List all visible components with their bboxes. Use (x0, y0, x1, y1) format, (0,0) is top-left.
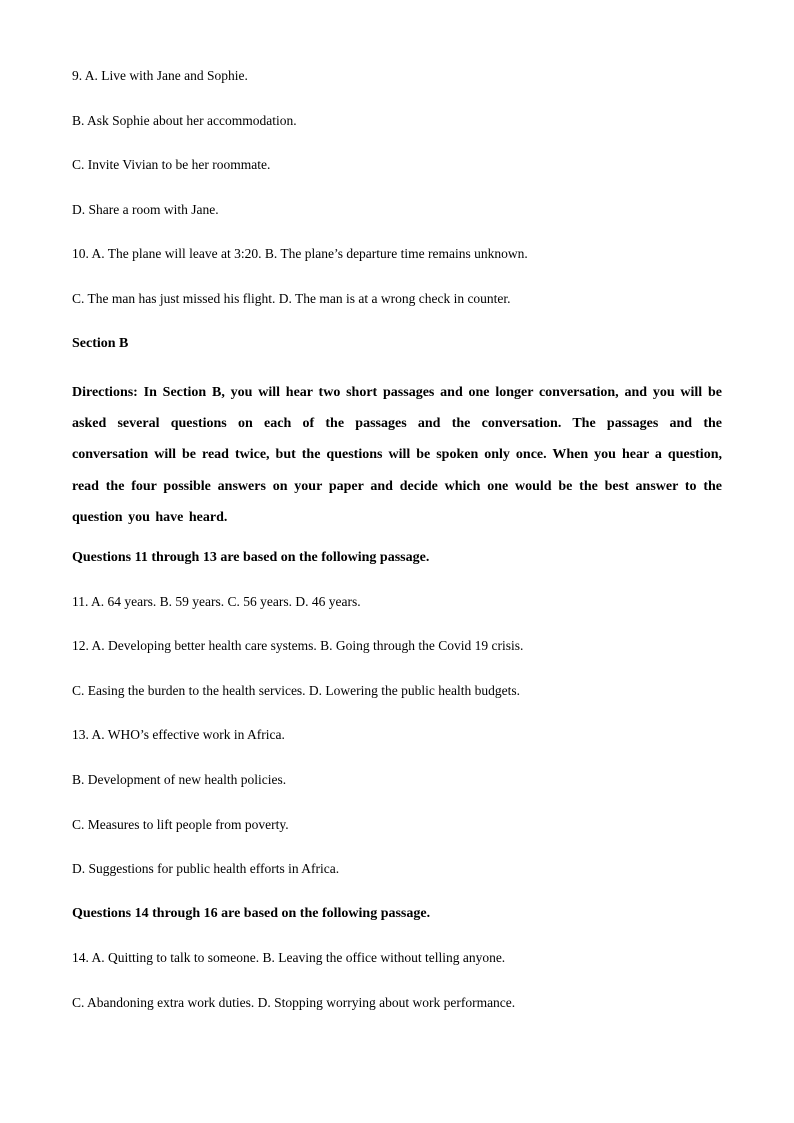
q9-option-b: B. Ask Sophie about her accommodation. (72, 113, 297, 128)
q13-option-c: C. Measures to lift people from poverty. (72, 817, 289, 832)
q14-options-ab: 14. A. Quitting to talk to someone. B. Leaving the office without telling anyone. (72, 950, 506, 965)
q9-option-c: C. Invite Vivian to be her roommate. (72, 157, 271, 172)
q13-option-a: 13. A. WHO’s effective work in Africa. (72, 727, 285, 742)
q12-options-ab: 12. A. Developing better health care systems. B. Going through the Covid 19 crisis. (72, 638, 524, 653)
questions-14-16-header: Questions 14 through 16 are based on the following passage. (72, 906, 431, 921)
questions-11-13-header: Questions 11 through 13 are based on the following passage. (72, 550, 430, 565)
q12-options-cd: C. Easing the burden to the health services. D. Lowering the public health budgets. (72, 683, 521, 698)
section-b-directions: Directions: In Section B, you will hear two short passages and one longer conversation, and you will be asked several questions on each of the passages and the conversation. The passages and the conversation will be read twice, but the questions will be spoken only once. When you hear a question, read the four possible answers on your paper and decide which one would be the best answer to the question you have heard. (72, 385, 722, 525)
q9-option-d: D. Share a room with Jane. (72, 202, 219, 217)
q10-options-cd: C. The man has just missed his flight. D. The man is at a wrong check in counter. (72, 291, 511, 306)
q9-option-a: 9. A. Live with Jane and Sophie. (72, 68, 248, 83)
q11-options: 11. A. 64 years. B. 59 years. C. 56 years. D. 46 years. (72, 594, 361, 609)
q13-option-d: D. Suggestions for public health efforts in Africa. (72, 861, 340, 876)
section-b-title: Section B (72, 336, 129, 351)
q10-options-ab: 10. A. The plane will leave at 3:20. B. The plane’s departure time remains unknown. (72, 246, 528, 261)
q13-option-b: B. Development of new health policies. (72, 772, 287, 787)
q14-options-cd: C. Abandoning extra work duties. D. Stopping worrying about work performance. (72, 995, 516, 1010)
